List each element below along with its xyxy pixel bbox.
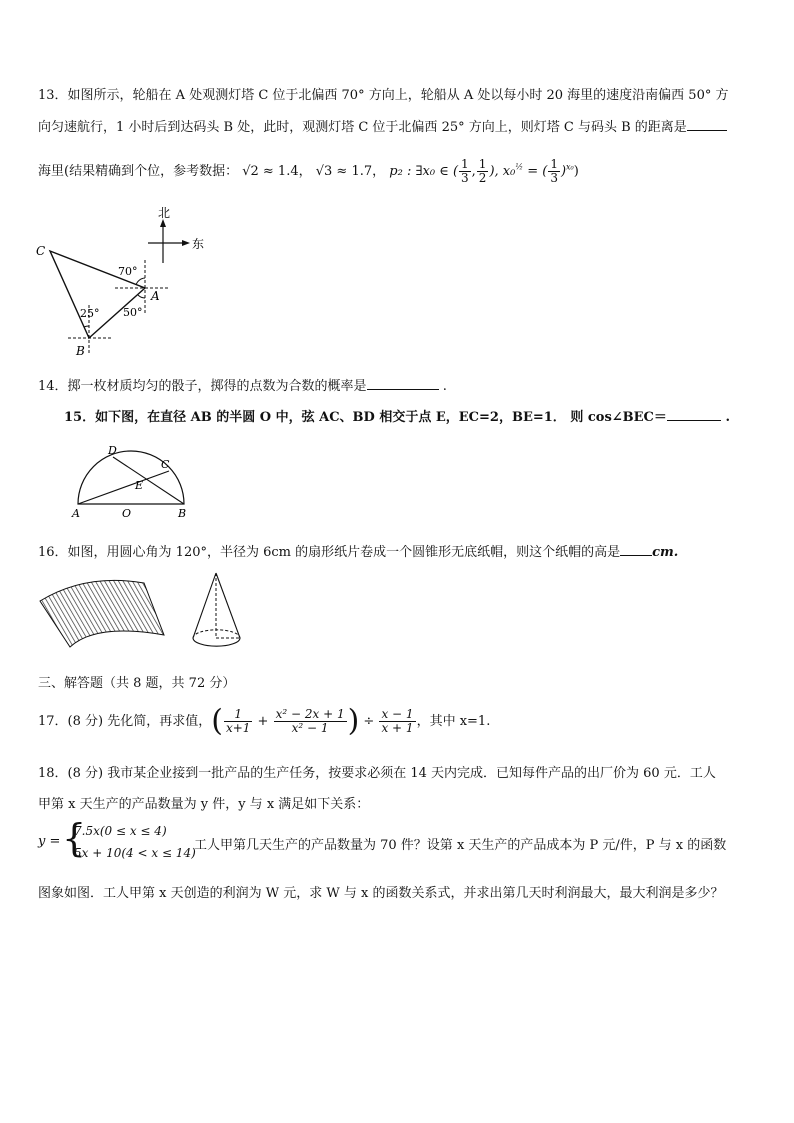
q18-line2: 甲第 x 天生产的产品数量为 y 件，y 与 x 满足如下关系：	[38, 797, 370, 812]
section3-heading: 三、解答题（共 8 题，共 72 分）	[38, 676, 236, 691]
q18-line3-text: 工人甲第几天生产的产品数量为 70 件？设第 x 天生产的产品成本为 P 元/件，P 与 x 的函数	[194, 838, 727, 853]
cone-left-edge	[193, 573, 216, 638]
q15-end: .	[725, 410, 730, 425]
q16-unit: cm.	[652, 545, 679, 560]
q13-line3-prefix: 海里(结果精确到个位，参考数据：	[38, 164, 239, 179]
q13-ref2: √3 ≈ 1.7	[315, 164, 373, 179]
north-arrow-icon	[160, 219, 166, 227]
q15-figure	[70, 440, 190, 522]
q13-line1: 13．如图所示，轮船在 A 处观测灯塔 C 位于北偏西 70° 方向上，轮船从 A 处以每小时 20 海里的速度沿南偏西 50° 方	[38, 88, 729, 103]
q16-answer-blank	[620, 543, 652, 556]
q17-frac3	[379, 708, 415, 735]
q17-frac2-den: x² − 1	[291, 721, 329, 735]
angle50-arc	[138, 295, 145, 298]
east-label: 东	[192, 237, 205, 251]
q15-text: 15．如下图，在直径 AB 的半圆 O 中，弦 AC、BD 相交于点 E，EC=2，BE=1． 则 cos∠BEC＝	[64, 410, 667, 425]
q13-line3: 海里(结果精确到个位，参考数据： √2 ≈ 1.4， √3 ≈ 1.7， p₂ : ∃x₀ ∈ ( $\frac{1}{3}$ , $\frac{1}{2}$ ), x₀$^{\frac{1}{2}}$ = ( $\frac{1}{3}$ )$^{x_0}$)	[38, 157, 579, 185]
q17-close-paren: )	[347, 703, 360, 739]
q13-figure	[30, 205, 220, 360]
q13-frac-1-3b: $\frac{1}{3}$	[550, 157, 558, 185]
q13-ref3-prefix: p₂ : ∃x₀ ∈ (	[389, 164, 459, 179]
q18-line4: 图象如图．工人甲第 x 天创造的利润为 W 元，求 W 与 x 的函数关系式，并求出第几天时利润最大，最大利润是多少？	[38, 886, 724, 901]
q16-line	[38, 541, 678, 560]
q18-case1: 7.5x(0 ≤ x ≤ 4)	[74, 824, 167, 838]
q13-frac-1-2: $\frac{1}{2}$	[478, 157, 487, 185]
chord-AC	[78, 471, 169, 504]
q14-line	[38, 375, 447, 394]
q17-frac1	[224, 708, 252, 735]
q18-case2: 5x + 10(4 < x ≤ 14)	[74, 846, 196, 860]
label-C: C	[161, 458, 170, 471]
angle50-label: 50°	[123, 306, 143, 319]
label-A: A	[151, 289, 160, 303]
q17-frac1-num: 1	[224, 708, 252, 722]
north-label: 北	[158, 206, 171, 220]
label-D: D	[108, 444, 117, 457]
angle25-label: 25°	[80, 307, 100, 320]
q17-line: 17．(8 分) 先化简，再求值，( $\frac{1}{x+1}$ + $\frac{\text{x² − 2x + 1}}{\text{x² − 1}}$ ) ÷ $\frac{x - 1}{x + 1}$ ，其中 x=1.	[38, 703, 491, 739]
q14-end: .	[442, 379, 447, 394]
q17-open-paren: (	[211, 703, 223, 739]
angle70-label: 70°	[118, 265, 138, 278]
q15-line	[64, 406, 730, 425]
q15-answer-blank	[667, 408, 721, 421]
q17-frac1-den: x+1	[225, 721, 251, 735]
q16-cone-figure	[188, 570, 248, 655]
label-C: C	[36, 244, 46, 258]
angle25-arc	[84, 326, 89, 327]
sector-paper	[40, 580, 164, 647]
q17-prefix: 17．(8 分) 先化简，再求值，	[38, 714, 212, 729]
chord-BD	[113, 457, 184, 504]
q17-frac2-num: x² − 2x + 1	[275, 707, 345, 721]
label-O: O	[122, 507, 132, 520]
q17-suffix: ，其中 x=1.	[416, 714, 491, 729]
q18-y-eq: y =	[38, 834, 61, 849]
q16-sector-figure	[36, 575, 166, 650]
q13-line2	[38, 116, 727, 135]
q16-text: 16．如图，用圆心角为 120°，半径为 6cm 的扇形纸片卷成一个圆锥形无底纸帽，则这个纸帽的高是	[38, 545, 621, 560]
q17-frac3-den: x + 1	[381, 721, 414, 735]
label-B: B	[76, 344, 85, 358]
angle70-arc	[136, 278, 145, 285]
q17-frac3-num: x − 1	[381, 707, 414, 721]
q13-ref3-suffix: )	[573, 164, 579, 179]
cone-right-edge	[216, 573, 240, 638]
q18-line1: 18．(8 分) 我市某企业接到一批产品的生产任务，按要求必须在 14 天内完成．已知每件产品的出厂价为 60 元．工人	[38, 766, 716, 781]
q17-frac2	[274, 708, 347, 735]
cone-base-front	[193, 638, 240, 646]
east-arrow-icon	[182, 240, 190, 246]
q14-text: 14．掷一枚材质均匀的骰子，掷得的点数为合数的概率是	[38, 379, 367, 394]
q13-ref1: √2 ≈ 1.4	[242, 164, 299, 179]
q14-answer-blank	[367, 377, 439, 390]
q13-line2-text: 向匀速航行，1 小时后到达码头 B 处，此时，观测灯塔 C 位于北偏西 25° 方向上，则灯塔 C 与码头 B 的距离是	[38, 120, 687, 135]
q13-answer-blank	[687, 118, 727, 131]
q13-frac-1-3: $\frac{1}{3}$	[461, 157, 469, 185]
label-E: E	[135, 479, 144, 492]
label-B: B	[178, 507, 187, 520]
q18-brace: {	[62, 816, 87, 860]
label-A: A	[72, 507, 80, 520]
